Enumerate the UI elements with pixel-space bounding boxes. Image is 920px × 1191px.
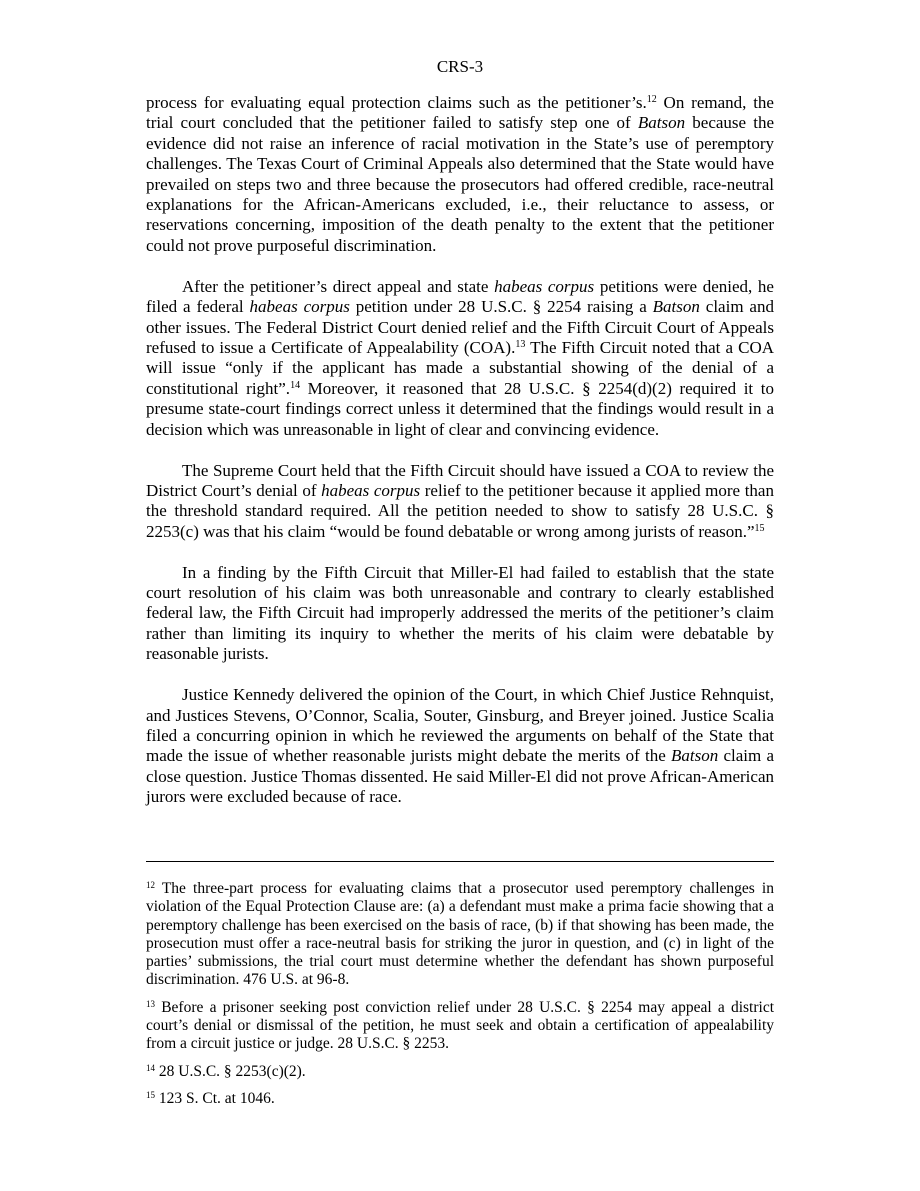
- paragraph: [146, 461, 774, 543]
- text-run: process for evaluating equal protection claims such as the petitioner’s.: [146, 93, 647, 112]
- italic-text: Batson: [652, 297, 700, 317]
- italic-text: Batson: [637, 113, 686, 133]
- text-run: On remand, the trial court concluded that the petitioner failed to satisfy step one of: [146, 93, 774, 133]
- text-run: relief to the petitioner because it applied more than the threshold standard required. All the petition needed to show to satisfy 28 U.S.C. § 2253(c) was that his claim “would be found debatable or wrong among jurists of reason.”: [146, 480, 774, 541]
- page-label: CRS-3: [436, 57, 484, 76]
- text-run: 28 U.S.C. § 2253(c)(2).: [155, 1062, 306, 1080]
- text-run: The three-part process for evaluating claims that a prosecutor used peremptory challenges in violation of the Equal Protection Clause are: (a) a defendant must make a prima facie showing that a peremptory challenge has been exercised on the basis of race, (b) if that showing has been made, the prosecution must offer a race-neutral basis for striking the juror in question, and (c) in light of the parties’ submissions, the trial court must determine whether the defendant has shown purposeful discrimination. 476 U.S. at 96-8.: [146, 880, 774, 989]
- paragraph: [146, 93, 774, 256]
- text-run: The Supreme Court held that the Fifth Circuit should have issued a COA to review the District Court’s denial of: [146, 460, 774, 500]
- italic-text: habeas corpus: [494, 276, 595, 296]
- text-run: claim a close question. Justice Thomas dissented. He said Miller-El did not prove African-American jurors were excluded because of race.: [146, 746, 774, 807]
- page-header: [0, 57, 920, 77]
- text-run: Before a prisoner seeking post conviction relief under 28 U.S.C. § 2254 may appeal a district court’s denial or dismissal of the petition, he must seek and obtain a certification of appealability from a circuit justice or judge. 28 U.S.C. § 2253.: [146, 998, 774, 1053]
- footnote-ref: 13: [515, 338, 526, 350]
- paragraph: [146, 685, 774, 807]
- footnote-divider: [146, 861, 774, 862]
- footnotes: [146, 880, 774, 1117]
- italic-text: habeas corpus: [321, 480, 421, 500]
- footnote: [146, 1090, 774, 1108]
- footnote-ref: 14: [290, 379, 301, 391]
- text-run: After the petitioner’s direct appeal and state: [182, 276, 495, 296]
- paragraph: [146, 563, 774, 665]
- paragraph: [146, 277, 774, 440]
- text-run: Justice Kennedy delivered the opinion of the Court, in which Chief Justice Rehnquist, and Justices Stevens, O’Connor, Scalia, Souter, Ginsburg, and Breyer joined. Justice Scalia filed a concurring opinion in which he reviewed the arguments on behalf of the State that made the issue of whether reasonable jurists might debate the merits of the: [146, 685, 774, 766]
- text-run: Moreover, it reasoned that 28 U.S.C. § 2254(d)(2) required it to presume state-court findings correct unless it determined that the findings would result in a decision which was unreasonable in light of clear and convincing evidence.: [146, 378, 774, 439]
- italic-text: Batson: [670, 746, 719, 766]
- footnote-ref: 14: [146, 1062, 155, 1073]
- text-run: petition under 28 U.S.C. § 2254 raising a: [349, 297, 653, 317]
- text-run: petitions were denied, he filed a federal: [146, 276, 774, 317]
- text-run: because the evidence did not raise an inference of racial motivation in the State’s use of peremptory challenges. The Texas Court of Criminal Appeals also determined that the State would have prevailed on steps two and three because the prosecutors had offered credible, race-neutral explanations for the African-Americans excluded, i.e., their reluctance to assess, or reservations concerning, imposition of the death penalty to the extent that the petitioner could not prove purposeful discrimination.: [146, 113, 774, 255]
- footnote: [146, 1063, 774, 1081]
- footnote-ref: 13: [146, 998, 155, 1009]
- text-run: 123 S. Ct. at 1046.: [155, 1089, 275, 1107]
- text-run: In a finding by the Fifth Circuit that Miller-El had failed to establish that the state court resolution of his claim was both unreasonable and contrary to clearly established federal law, the Fifth Circuit had improperly addressed the merits of the petitioner’s claim rather than limiting its inquiry to whether the merits of his claim were debatable by reasonable jurists.: [146, 562, 774, 664]
- body-text: [146, 93, 774, 828]
- italic-text: habeas corpus: [249, 297, 350, 317]
- footnote-ref: 15: [146, 1089, 155, 1100]
- footnote-ref: 15: [754, 522, 765, 534]
- footnote: [146, 999, 774, 1054]
- text-run: The Fifth Circuit noted that a COA will issue “only if the applicant has made a substantial showing of the denial of a constitutional right”.: [146, 337, 774, 398]
- footnote-ref: 12: [646, 94, 657, 105]
- footnote: [146, 880, 774, 990]
- footnote-ref: 12: [146, 880, 155, 890]
- text-run: claim and other issues. The Federal District Court denied relief and the Fifth Circuit Court of Appeals refused to issue a Certificate of Appealability (COA).: [146, 297, 774, 357]
